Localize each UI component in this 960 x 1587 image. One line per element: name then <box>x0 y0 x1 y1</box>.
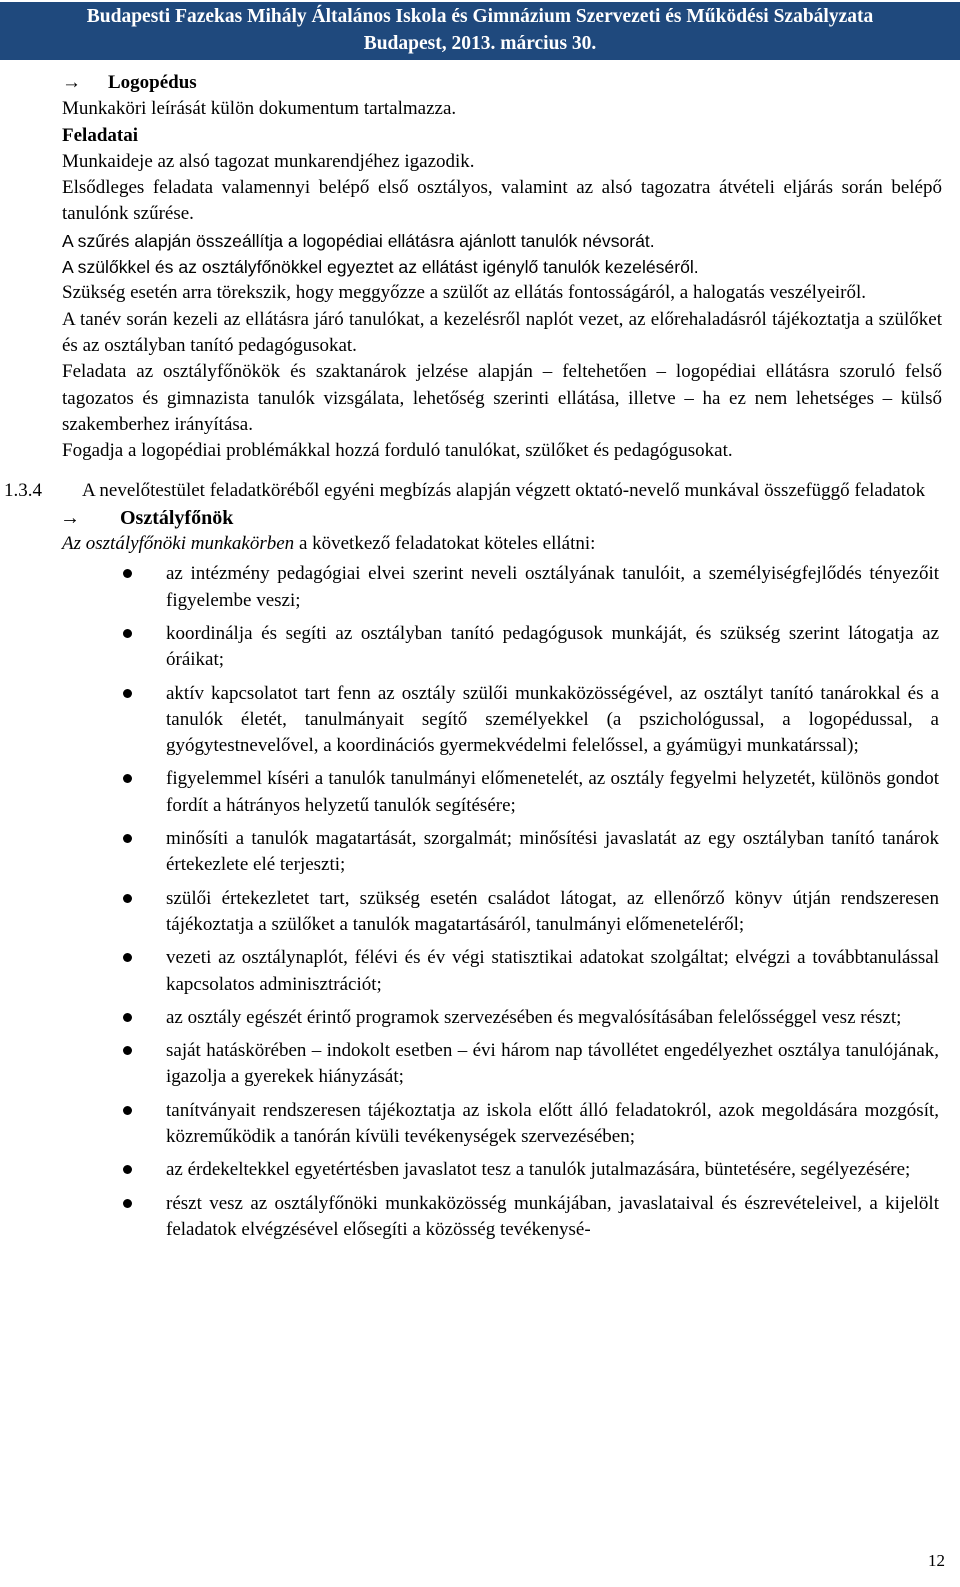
logopedus-line1: Munkaköri leírását külön dokumentum tartalmazza. <box>62 98 457 120</box>
bullet-icon <box>123 1013 132 1022</box>
logopedus-p1: Munkaideje az alsó tagozat munkarendjéhez igazodik. <box>62 150 475 172</box>
bullet-icon <box>123 1106 132 1115</box>
bullet-icon <box>123 1046 132 1055</box>
header-date: Budapest, 2013. március 30. <box>363 33 597 54</box>
bullet-icon <box>123 1165 132 1174</box>
arrow-icon: → <box>62 72 81 93</box>
list-item: koordinálja és segíti az osztályban tanító pedagógusok munkáját, és szükség szerint látogatja az óráikat; <box>62 621 939 674</box>
section-heading <box>4 478 942 504</box>
intro-italic: Az osztályfőnöki munkakörben <box>62 533 295 555</box>
logopedus-heading <box>62 70 942 96</box>
bullet-icon <box>123 689 132 698</box>
list-item: vezeti az osztálynaplót, félévi és év végi statisztikai adatokat szolgáltat; elvégzi a továbbtanulással kapcsolatos adminisztrációt; <box>62 945 939 998</box>
logopedus-subtitle: Feladatai <box>62 124 138 146</box>
bullet-icon <box>123 569 132 578</box>
list-item: saját hatáskörében – indokolt esetben – évi három nap távollétet engedélyezhet osztálya tanulójának, igazolja a gyerekek hiányzását; <box>62 1038 939 1091</box>
duties-list <box>62 561 942 1243</box>
bullet-icon <box>123 953 132 962</box>
list-item: figyelemmel kíséri a tanulók tanulmányi előmenetelét, az osztály fegyelmi helyzetét, különös gondot fordít a hátrányos helyzetű tanulók segítésére; <box>62 766 939 819</box>
bullet-icon <box>123 629 132 638</box>
osztalyfonok-intro <box>62 531 942 557</box>
list-item: az intézmény pedagógiai elvei szerint neveli osztályának tanulóit, a személyiségfejlődés tényezőit figyelembe veszi; <box>62 561 939 614</box>
document-header <box>0 2 960 60</box>
list-item: az osztály egészét érintő programok szervezésében és megvalósításában felelősséggel vesz részt; <box>62 1005 939 1031</box>
logopedus-p8: Fogadja a logopédiai problémákkal hozzá forduló tanulókat, szülőket és pedagógusokat. <box>62 440 733 462</box>
logopedus-p3: A szűrés alapján összeállítja a logopédiai ellátásra ajánlott tanulók névsorát. <box>62 230 655 251</box>
list-item: az érdekeltekkel egyetértésben javaslatot tesz a tanulók jutalmazására, büntetésére, segélyezésére; <box>62 1157 939 1183</box>
logopedus-p2: Elsődleges feladata valamennyi belépő első osztályos, valamint az alsó tagozatra átvételi eljárás során belépő tanulónk szűrése. <box>62 177 942 225</box>
list-item: szülői értekezletet tart, szükség esetén családot látogat, az ellenőrző könyv útján rendszeresen tájékoztatja a szülőket a tanulók magatartásáról, tanulmányi előmeneteléről; <box>62 886 939 939</box>
logopedus-title: Logopédus <box>108 72 197 93</box>
bullet-icon <box>123 774 132 783</box>
list-item: részt vesz az osztályfőnöki munkaközösség munkájában, javaslataival és észrevételeivel, a kijelölt feladatok elvégzésével elősegíti a közösség tevékenysé- <box>62 1191 939 1244</box>
list-item: tanítványait rendszeresen tájékoztatja az iskola előtt álló feladatokról, azok megoldására mozgósít, közreműködik a tanórán kívüli tevékenységek szervezésében; <box>62 1098 939 1151</box>
list-item: aktív kapcsolatot tart fenn az osztály szülői munkaközösségével, az osztályt tanító tanárokkal és a tanulók életét, tanulmányait segítő személyekkel (a pszichológussal, a logopédussal, a gyógytestnevelővel, a koordinációs gyermekvédelmi felelőssel, a gyámügyi munkatárssal); <box>62 681 939 760</box>
list-item: minősíti a tanulók magatartását, szorgalmát; minősítési javaslatát az egy osztályban tanító tanárok értekezlete elé terjeszti; <box>62 826 939 879</box>
osztalyfonok-heading <box>62 505 942 531</box>
bullet-icon <box>123 834 132 843</box>
osztalyfonok-title: Osztályfőnök <box>120 506 234 529</box>
logopedus-p6: A tanév során kezeli az ellátásra járó tanulókat, a kezelésről naplót vezet, az előrehaladásról tájékoztatja a szülőket és az osztályban tanító pedagógusokat. <box>62 308 942 356</box>
logopedus-p4: A szülőkkel és az osztályfőnökkel egyeztet az ellátást igénylő tanulók kezeléséről. <box>62 257 699 278</box>
bullet-icon <box>123 894 132 903</box>
bullet-icon <box>123 1199 132 1208</box>
section-title: A nevelőtestület feladatköréből egyéni megbízás alapján végzett oktató-nevelő munkával összefüggő feladatok <box>82 480 926 502</box>
document-body <box>4 70 942 1250</box>
page-number: 12 <box>928 1551 945 1570</box>
intro-rest: a következő feladatokat köteles ellátni: <box>294 533 596 555</box>
logopedus-p7: Feladata az osztályfőnökök és szaktanárok jelzése alapján – feltehetően – logopédiai ellátásra szoruló felső tagozatos és gimnazista tanulók vizsgálata, lehetőség szerinti ellátása, illetve – ha ez nem lehetséges – külső szakemberhez irányítása. <box>62 361 942 435</box>
section-number: 1.3.4 <box>4 480 42 502</box>
logopedus-p5: Szükség esetén arra törekszik, hogy meggyőzze a szülőt az ellátás fontosságáról, a halogatás veszélyeiről. <box>62 282 867 304</box>
header-title: Budapesti Fazekas Mihály Általános Iskola és Gimnázium Szervezeti és Működési Szabályzata <box>86 6 874 27</box>
arrow-icon: → <box>60 506 80 529</box>
